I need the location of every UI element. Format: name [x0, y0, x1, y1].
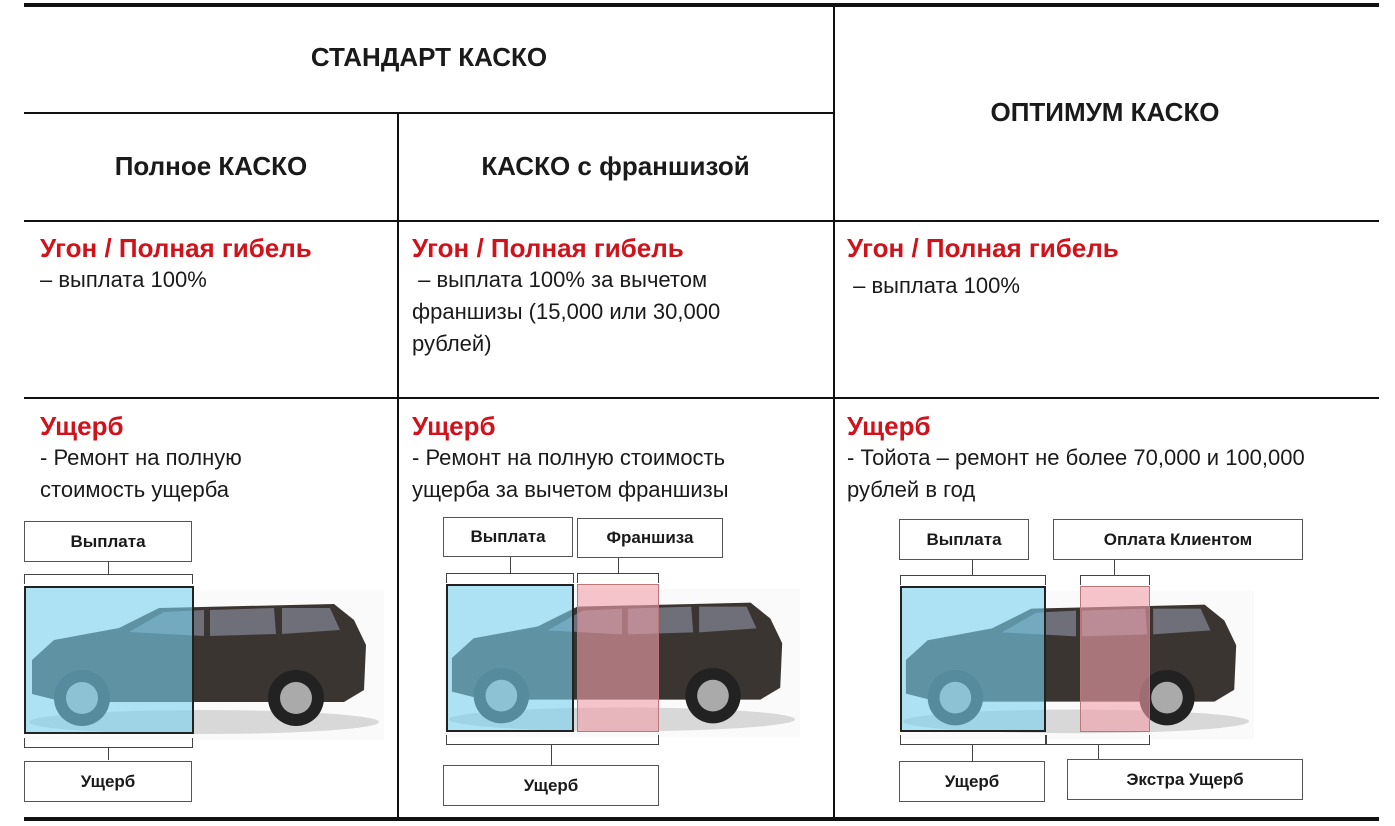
damage-label: Ущерб: [899, 761, 1045, 802]
franchise-overlay: [577, 584, 659, 732]
damage-text: - Тойота – ремонт не более 70,000 и 100,000 рублей в год: [847, 445, 1305, 502]
theft-heading: Угон / Полная гибель: [847, 233, 1119, 263]
theft-text: – выплата 100%: [40, 267, 207, 292]
payout-overlay: [24, 586, 194, 734]
header-standard: СТАНДАРТ КАСКО: [310, 42, 548, 72]
cell-full-damage: [40, 410, 390, 506]
damage-heading: Ущерб: [412, 411, 496, 441]
damage-label: Ущерб: [24, 761, 192, 802]
theft-text: – выплата 100% за вычетом франшизы (15,000 или 30,000 рублей): [412, 267, 721, 356]
extra-damage-label: Экстра Ущерб: [1067, 759, 1303, 800]
franchise-label: Франшиза: [577, 518, 723, 558]
payout-overlay: [900, 586, 1046, 732]
damage-text: - Ремонт на полную стоимость ущерба: [40, 445, 242, 502]
header-full-kasko: Полное КАСКО: [114, 151, 308, 181]
cell-full-theft: [40, 232, 390, 296]
damage-label: Ущерб: [443, 765, 659, 806]
damage-text: - Ремонт на полную стоимость ущерба за вычетом франшизы: [412, 445, 729, 502]
cell-optimum-theft: [847, 232, 1367, 302]
damage-heading: Ущерб: [40, 411, 124, 441]
theft-text: – выплата 100%: [847, 273, 1020, 298]
theft-heading: Угон / Полная гибель: [40, 233, 312, 263]
client-payment-overlay: [1080, 586, 1150, 732]
damage-heading: Ущерб: [847, 411, 931, 441]
payout-label: Выплата: [24, 521, 192, 562]
theft-heading: Угон / Полная гибель: [412, 233, 684, 263]
header-franchise-kasko: КАСКО с франшизой: [481, 151, 750, 181]
cell-optimum-damage: [847, 410, 1377, 506]
payout-label: Выплата: [443, 517, 573, 557]
header-optimum: ОПТИМУМ КАСКО: [990, 97, 1220, 127]
client-payment-label: Оплата Клиентом: [1053, 519, 1303, 560]
payout-label: Выплата: [899, 519, 1029, 560]
cell-franchise-damage: [412, 410, 827, 506]
cell-franchise-theft: [412, 232, 822, 360]
payout-overlay: [446, 584, 574, 732]
